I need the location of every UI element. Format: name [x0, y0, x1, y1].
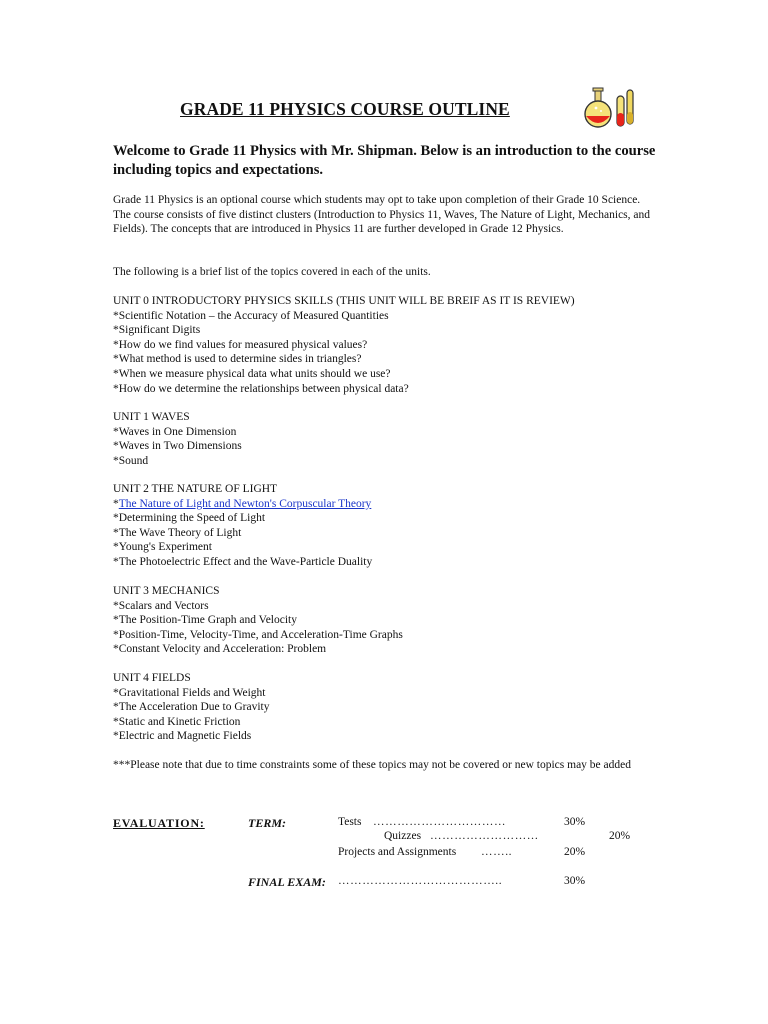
- final-exam-label: FINAL EXAM:: [248, 875, 326, 889]
- topic-item: *Young's Experiment: [113, 541, 212, 554]
- quizzes-leader-dots: ………………………: [430, 830, 539, 842]
- unit-title: UNIT 2 THE NATURE OF LIGHT: [113, 483, 278, 495]
- topic-item: *Static and Kinetic Friction: [113, 715, 241, 728]
- quizzes-label: Quizzes: [384, 830, 422, 842]
- topic-item: *Constant Velocity and Acceleration: Problem: [113, 643, 327, 656]
- topic-item: *How do we find values for measured physical values?: [113, 338, 368, 351]
- topic-item: *The Position-Time Graph and Velocity: [113, 614, 297, 627]
- time-constraints-note: ***Please note that due to time constraints some of these topics may not be covered or new topics may be added: [113, 759, 631, 771]
- topic-item: *Waves in One Dimension: [113, 425, 237, 438]
- newton-corpuscular-theory-link[interactable]: The Nature of Light and Newton's Corpuscular Theory: [118, 497, 372, 510]
- topic-item: *Position-Time, Velocity-Time, and Acceleration-Time Graphs: [113, 628, 403, 641]
- unit-4-section: [113, 671, 269, 744]
- tests-leader-dots: ……………………………: [373, 816, 507, 828]
- projects-label: Projects and Assignments: [338, 846, 457, 858]
- final-exam-leader-dots: …………………………………..: [338, 875, 503, 887]
- topic-item: *What method is used to determine sides in triangles?: [113, 353, 362, 366]
- topic-item: *Electric and Magnetic Fields: [113, 730, 252, 743]
- quizzes-weight: 20%: [609, 830, 631, 842]
- topic-item-link: [113, 497, 372, 512]
- unit-title: UNIT 4 FIELDS: [113, 672, 191, 684]
- unit-title: UNIT 3 MECHANICS: [113, 585, 220, 597]
- unit-3-section: [113, 584, 403, 657]
- tests-label: Tests: [338, 816, 362, 828]
- topic-item: *The Acceleration Due to Gravity: [113, 701, 270, 714]
- final-exam-weight: 30%: [564, 875, 586, 887]
- topic-item: *Sound: [113, 454, 149, 467]
- page-title: GRADE 11 PHYSICS COURSE OUTLINE: [180, 99, 510, 119]
- unit-1-section: [113, 410, 242, 468]
- welcome-message: Welcome to Grade 11 Physics with Mr. Shipman. Below is an introduction to the course including topics and expectations.: [113, 143, 656, 178]
- topic-item: *Gravitational Fields and Weight: [113, 686, 266, 699]
- projects-weight: 20%: [564, 846, 586, 858]
- topic-item: *The Wave Theory of Light: [113, 526, 242, 539]
- topic-item: *Determining the Speed of Light: [113, 512, 266, 525]
- topic-item: *The Photoelectric Effect and the Wave-Particle Duality: [113, 555, 373, 568]
- topic-item: *When we measure physical data what units should we use?: [113, 367, 391, 380]
- intro-paragraph: Grade 11 Physics is an optional course which students may opt to take upon completion of their Grade 10 Science. The course consists of five distinct clusters (Introduction to Physics 11, Waves, The Nature of Light, Mechanics, and Fields). The concepts that are introduced in Physics 11 are further developed in Grade 12 Physics.: [113, 194, 651, 236]
- topic-item: *Significant Digits: [113, 324, 201, 337]
- lab-flasks-icon: [583, 86, 637, 132]
- link-prefix: *: [113, 497, 119, 510]
- unit-title: UNIT 0 INTRODUCTORY PHYSICS SKILLS (THIS UNIT WILL BE BREIF AS IT IS REVIEW): [113, 295, 575, 307]
- topics-intro-line: The following is a brief list of the topics covered in each of the units.: [113, 266, 431, 278]
- topic-item: *Waves in Two Dimensions: [113, 440, 242, 453]
- evaluation-heading: EVALUATION:: [113, 816, 205, 830]
- topic-item: *Scientific Notation – the Accuracy of Measured Quantities: [113, 309, 389, 322]
- topic-item: *Scalars and Vectors: [113, 599, 209, 612]
- unit-2-section: [113, 482, 372, 570]
- unit-0-section: [113, 294, 575, 396]
- tests-weight: 30%: [564, 816, 586, 828]
- projects-leader-dots: ……..: [481, 846, 513, 858]
- unit-title: UNIT 1 WAVES: [113, 411, 190, 423]
- topic-item: *How do we determine the relationships between physical data?: [113, 382, 409, 395]
- term-label: TERM:: [248, 816, 287, 830]
